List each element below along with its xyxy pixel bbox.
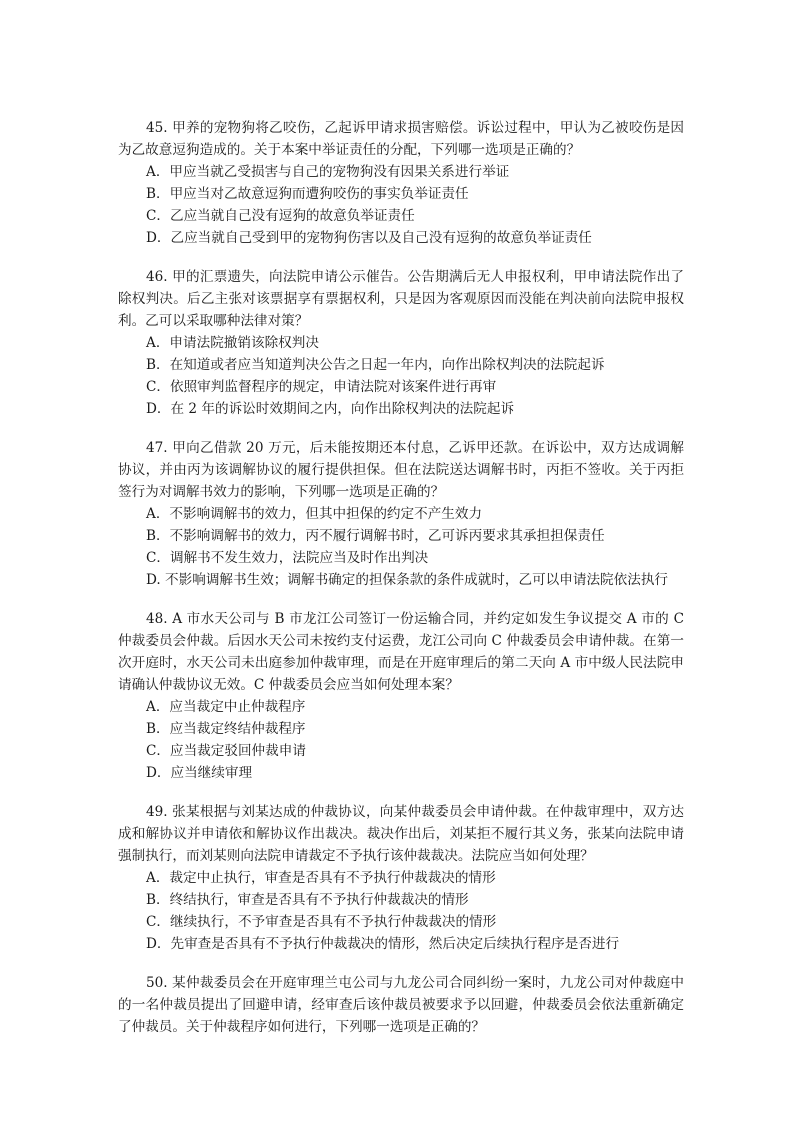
answer-option: A．应当裁定中止仲裁程序 — [146, 699, 306, 715]
answer-option: C．依照审判监督程序的规定，申请法院对该案件进行再审 — [146, 379, 497, 395]
answer-option: B．应当裁定终结仲裁程序 — [146, 721, 306, 737]
option-list — [118, 161, 684, 249]
question-stem: 49. 张某根据与刘某达成的仲裁协议，向某仲裁委员会申请仲裁。在仲裁审理中，双方达成和解协议并申请依和解协议作出裁决。裁决作出后，刘某拒不履行其义务，张某向法院申请强制执行，而刘某则向法院申请裁定不予执行该仲裁裁决。法院应当如何处理？ — [118, 804, 684, 864]
answer-option: C．调解书不发生效力，法院应当及时作出判决 — [146, 550, 429, 566]
answer-option: C．应当裁定驳回仲裁申请 — [146, 743, 306, 759]
question-block — [118, 266, 684, 420]
answer-option: A．裁定中止执行，审查是否具有不予执行仲裁裁决的情形 — [146, 870, 496, 886]
answer-option: D．乙应当就自己受到甲的宠物狗伤害以及自己没有逗狗的故意负举证责任 — [146, 230, 592, 246]
question-stem: 45. 甲养的宠物狗将乙咬伤，乙起诉甲请求损害赔偿。诉讼过程中，甲认为乙被咬伤是因为乙故意逗狗造成的。关于本案中举证责任的分配，下列哪一选项是正确的？ — [118, 120, 684, 158]
question-list — [118, 117, 684, 1055]
answer-option: D．先审查是否具有不予执行仲裁裁决的情形，然后决定后续执行程序是否进行 — [146, 936, 620, 952]
question-block — [118, 608, 684, 784]
answer-option: A．不影响调解书的效力，但其中担保的约定不产生效力 — [146, 506, 483, 522]
question-block — [118, 972, 684, 1038]
answer-option: B．终结执行，审查是否具有不予执行仲裁裁决的情形 — [146, 892, 469, 908]
question-stem: 47. 甲向乙借款 20 万元，后未能按期还本付息，乙诉甲还款。在诉讼中，双方达成调解协议，并由丙为该调解协议的履行提供担保。但在法院送达调解书时，丙拒不签收。关于丙拒签行为对调解书效力的影响，下列哪一选项是正确的？ — [118, 440, 684, 500]
question-stem: 48. A 市水天公司与 B 市龙江公司签订一份运输合同，并约定如发生争议提交 A 市的 C 仲裁委员会仲裁。后因水天公司未按约支付运费，龙江公司向 C 仲裁委员会申请仲裁。在第一次开庭时，水天公司未出庭参加仲裁审理，而是在开庭审理后的第二天向 A 市中级人民法院申请确认仲裁协议无效。C 仲裁委员会应当如何处理本案？ — [118, 611, 684, 693]
option-list — [118, 696, 684, 784]
question-stem: 50. 某仲裁委员会在开庭审理兰屯公司与九龙公司合同纠纷一案时，九龙公司对仲裁庭中的一名仲裁员提出了回避申请，经审查后该仲裁员被要求予以回避，仲裁委员会依法重新确定了仲裁员。关于仲裁程序如何进行，下列哪一选项是正确的？ — [118, 975, 684, 1035]
question-block — [118, 801, 684, 955]
answer-option: D．应当继续审理 — [146, 765, 253, 781]
answer-option: A．申请法院撤销该除权判决 — [146, 335, 319, 351]
answer-option: C．乙应当就自己没有逗狗的故意负举证责任 — [146, 208, 415, 224]
answer-option: A．甲应当就乙受损害与自己的宠物狗没有因果关系进行举证 — [146, 164, 510, 180]
answer-option: B．在知道或者应当知道判决公告之日起一年内，向作出除权判决的法院起诉 — [146, 357, 605, 373]
answer-option: C．继续执行，不予审查是否具有不予执行仲裁裁决的情形 — [146, 914, 497, 930]
answer-option: B．不影响调解书的效力，丙不履行调解书时，乙可诉丙要求其承担担保责任 — [146, 528, 605, 544]
question-stem: 46. 甲的汇票遗失，向法院申请公示催告。公告期满后无人申报权利，甲申请法院作出了除权判决。后乙主张对该票据享有票据权利，只是因为客观原因而没能在判决前向法院申报权利。乙可以采取哪种法律对策？ — [118, 269, 684, 329]
option-list — [118, 332, 684, 420]
answer-option: B．甲应当对乙故意逗狗而遭狗咬伤的事实负举证责任 — [146, 186, 469, 202]
option-list — [118, 503, 684, 591]
question-block — [118, 437, 684, 591]
answer-option: D．在 2 年的诉讼时效期间之内，向作出除权判决的法院起诉 — [146, 401, 515, 417]
question-block — [118, 117, 684, 249]
answer-option: D. 不影响调解书生效；调解书确定的担保条款的条件成就时，乙可以申请法院依法执行 — [146, 572, 669, 588]
option-list — [118, 867, 684, 955]
